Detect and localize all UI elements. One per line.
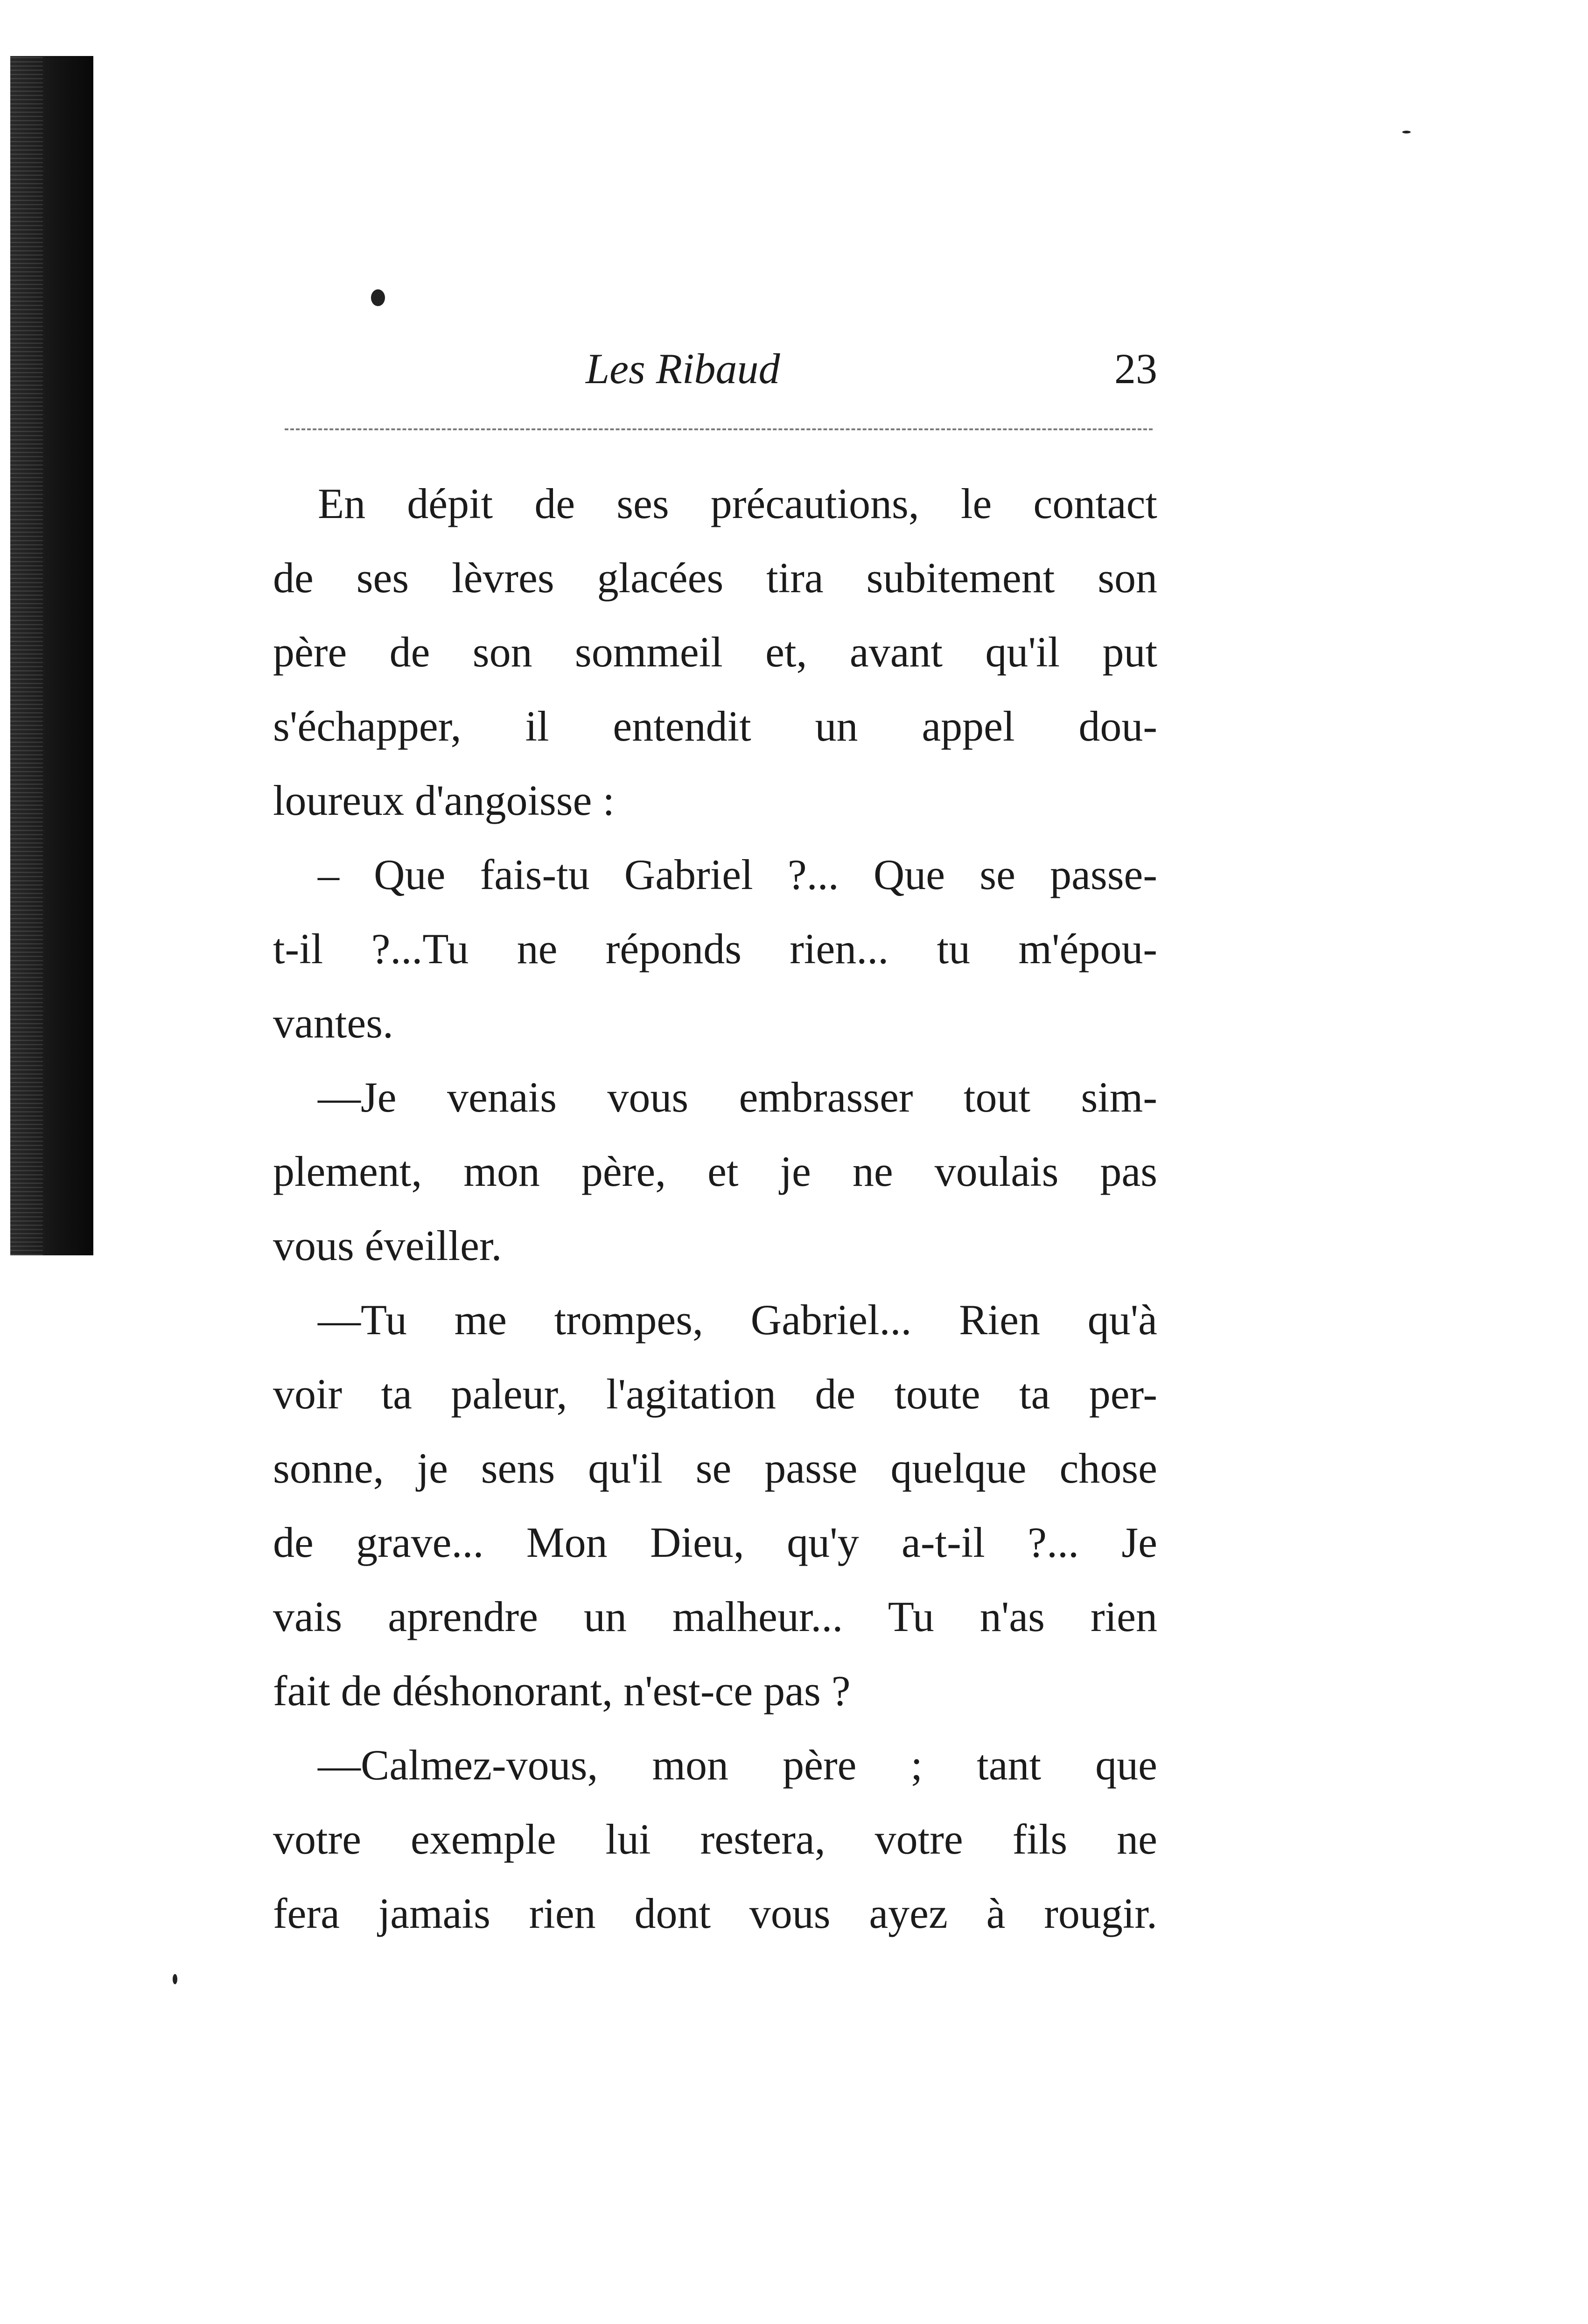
running-head [271, 341, 1157, 397]
ink-speck [371, 289, 385, 306]
paragraph [273, 1728, 1157, 1951]
page-number: 23 [1114, 345, 1157, 392]
paragraph [273, 838, 1157, 1060]
text-line: vous éveiller. [273, 1222, 502, 1269]
paragraph [273, 467, 1157, 838]
body-text [273, 467, 1157, 1951]
paragraph [273, 1060, 1157, 1283]
text-line: de grave... Mon Dieu, qu'y a-t-il ?... Je [273, 1519, 1157, 1566]
running-title: Les Ribaud [586, 345, 780, 392]
text-line: t-il ?...Tu ne réponds rien... tu m'épou- [273, 925, 1157, 973]
text-line: —Je venais vous embrasser tout sim- [318, 1073, 1157, 1121]
text-line: —Calmez-vous, mon père ; tant que [318, 1741, 1157, 1789]
text-line: En dépit de ses précautions, le contact [318, 480, 1157, 527]
text-line: fait de déshonorant, n'est-ce pas ? [273, 1667, 851, 1715]
text-line: – Que fais-tu Gabriel ?... Que se passe- [318, 851, 1157, 898]
text-line: loureux d'angoisse : [273, 777, 615, 824]
text-line: plement, mon père, et je ne voulais pas [273, 1148, 1157, 1195]
header-rule [285, 428, 1153, 430]
text-line: voir ta paleur, l'agitation de toute ta per- [273, 1370, 1157, 1418]
text-line: votre exemple lui restera, votre fils ne [273, 1815, 1157, 1863]
text-line: —Tu me trompes, Gabriel... Rien qu'à [318, 1296, 1157, 1344]
text-line: père de son sommeil et, avant qu'il put [273, 628, 1157, 676]
paragraph [273, 1283, 1157, 1728]
text-line: vantes. [273, 999, 394, 1047]
text-line: s'échapper, il entendit un appel dou- [273, 702, 1157, 750]
text-line: de ses lèvres glacées tira subitement son [273, 554, 1157, 602]
text-line: fera jamais rien dont vous ayez à rougir. [273, 1890, 1157, 1937]
scan-binding-edge [10, 56, 93, 1255]
text-line: sonne, je sens qu'il se passe quelque chose [273, 1444, 1157, 1492]
ink-speck [1402, 131, 1411, 133]
ink-speck [173, 1974, 177, 1984]
text-line: vais aprendre un malheur... Tu n'as rien [273, 1593, 1157, 1640]
